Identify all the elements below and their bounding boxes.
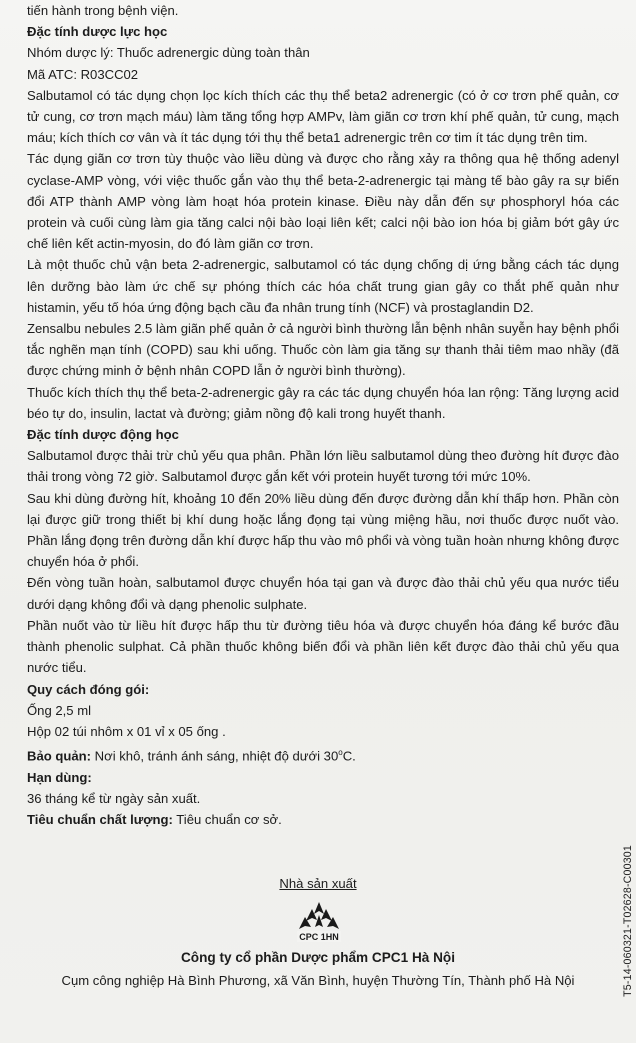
- side-code: T5-14-060321-T02628-C00301: [622, 845, 634, 997]
- standard-label: Tiêu chuẩn chất lượng:: [27, 812, 173, 828]
- storage-unit: C.: [342, 748, 356, 764]
- body-paragraph: Là một thuốc chủ vận beta 2-adrenergic, salbutamol có tác dụng chống dị ứng bằng cách tác dụng lên dưỡng bào làm ức chế sự phóng thích các hóa chất trung gian gây co thắt phế quản như histamin, yếu tố hóa ứng động bạch cầu đa nhân trung tính (NCF) và prostaglandin D2.: [27, 257, 619, 315]
- paragraph-list: [27, 0, 619, 679]
- body-paragraph: Tác dụng giãn cơ trơn tùy thuộc vào liều dùng và được cho rằng xảy ra thông qua hệ thống adenyl cyclase-AMP vòng, với việc thuốc gắn vào thụ thể beta-2-adrenergic tại màng tế bào gây ra sự biến đổi ATP thành AMP vòng làm hoạt hóa protein kinase. Điều này dẫn đến sự phosphoryl hóa các protein và cuối cùng làm gia tăng calci nội bào loại liên kết; calci nội bào ion hóa bị giảm bớt gây ức chế liên kết actin-myosin, do đó làm giãn cơ trơn.: [27, 151, 619, 252]
- storage-text: Nơi khô, tránh ánh sáng, nhiệt độ dưới 30: [91, 748, 339, 764]
- body-paragraph: Zensalbu nebules 2.5 làm giãn phế quản ở cả người bình thường lẫn bệnh nhân suyễn hay bệnh phổi tắc nghẽn mạn tính (COPD) sau khi uống. Thuốc còn làm gia tăng sự thanh thải tiêm mao nhầy (đã được chứng minh ở bệnh nhân COPD lẫn ở người bình thường).: [27, 321, 619, 379]
- section-heading: Đặc tính dược lực học: [27, 24, 168, 40]
- storage-label: Bảo quản:: [27, 748, 92, 764]
- body-paragraph: tiến hành trong bệnh viện.: [27, 3, 179, 18]
- body-paragraph: Salbutamol được thải trừ chủ yếu qua phân. Phần lớn liều salbutamol dùng theo đường hít được đào thải trong vòng 72 giờ. Salbutamol được gắn kết với protein huyết tương tới mức 10%.: [27, 448, 619, 485]
- body-paragraph: Đến vòng tuần hoàn, salbutamol được chuyển hóa tại gan và được đào thải chủ yếu qua nước tiểu dưới dạng không đổi và dạng phenolic sulphate.: [27, 575, 619, 612]
- body-paragraph: Thuốc kích thích thụ thể beta-2-adrenergic gây ra các tác dụng chuyển hóa lan rộng: Tăng lượng acid béo tự do, insulin, lactat và đường; giảm nồng độ kali trong huyết thanh.: [27, 384, 619, 421]
- shelf-life-heading: Hạn dùng:: [27, 769, 92, 785]
- shelf-life-text: 36 tháng kể từ ngày sản xuất.: [27, 790, 201, 806]
- packaging-line-1: Ống 2,5 ml: [27, 702, 92, 718]
- standard-line: [27, 809, 619, 830]
- body-paragraph: Mã ATC: R03CC02: [27, 66, 139, 82]
- leaflet-text: [27, 0, 619, 830]
- body-paragraph: Salbutamol có tác dụng chọn lọc kích thích các thụ thể beta2 adrenergic (có ở cơ trơn phế quản, cơ tử cung, cơ trơn mạch máu) làm tăng tổng hợp AMPv, làm giãn cơ trơn khí phế quản, tử cung, mạch máu; kích thích cơ vân và ít tác dụng tới thụ thể beta1 adrenergic trên cơ tim ít tác dụng trên tim.: [27, 87, 619, 146]
- body-paragraph: Phần nuốt vào từ liều hít được hấp thu từ đường tiêu hóa và được chuyển hóa đáng kể bước đầu thành phenolic sulphat. Cả phần thuốc không biến đổi và phần liên kết được đào thải chủ yếu qua nước tiểu.: [27, 617, 619, 676]
- body-paragraph: Nhóm dược lý: Thuốc adrenergic dùng toàn thân: [27, 45, 310, 61]
- storage-line: Bảo quản: Nơi khô, tránh ánh sáng, nhiệt độ dưới 30$^o$C.: [27, 748, 356, 764]
- packaging-heading: Quy cách đóng gói:: [27, 681, 150, 697]
- svg-text:CPC 1HN: CPC 1HN: [299, 932, 339, 942]
- cpc1-logo-icon: [291, 900, 347, 946]
- packaging-line-2: Hộp 02 túi nhôm x 01 vỉ x 05 ống .: [27, 723, 226, 739]
- company-name: Công ty cổ phần Dược phẩm CPC1 Hà Nội: [180, 950, 456, 965]
- manufacturer-label: Nhà sản xuất: [279, 876, 357, 891]
- company-address: Cụm công nghiệp Hà Bình Phương, xã Văn Bình, huyện Thường Tín, Thành phố Hà Nội: [61, 973, 575, 988]
- section-heading: Đặc tính dược động học: [27, 427, 179, 443]
- body-paragraph: Sau khi dùng đường hít, khoảng 10 đến 20% liều dùng đến được đường dẫn khí thấp hơn. Phần còn lại được giữ trong thiết bị khí dung hoặc lắng đọng tại vùng miệng hầu, nơi thuốc được nuốt vào. Phần lắng đọng trên đường dẫn khí được hấp thu vào mô phổi và vòng tuần hoàn nhưng không được chuyển hóa ở phổi.: [27, 490, 619, 570]
- standard-text: Tiêu chuẩn cơ sở.: [172, 812, 282, 828]
